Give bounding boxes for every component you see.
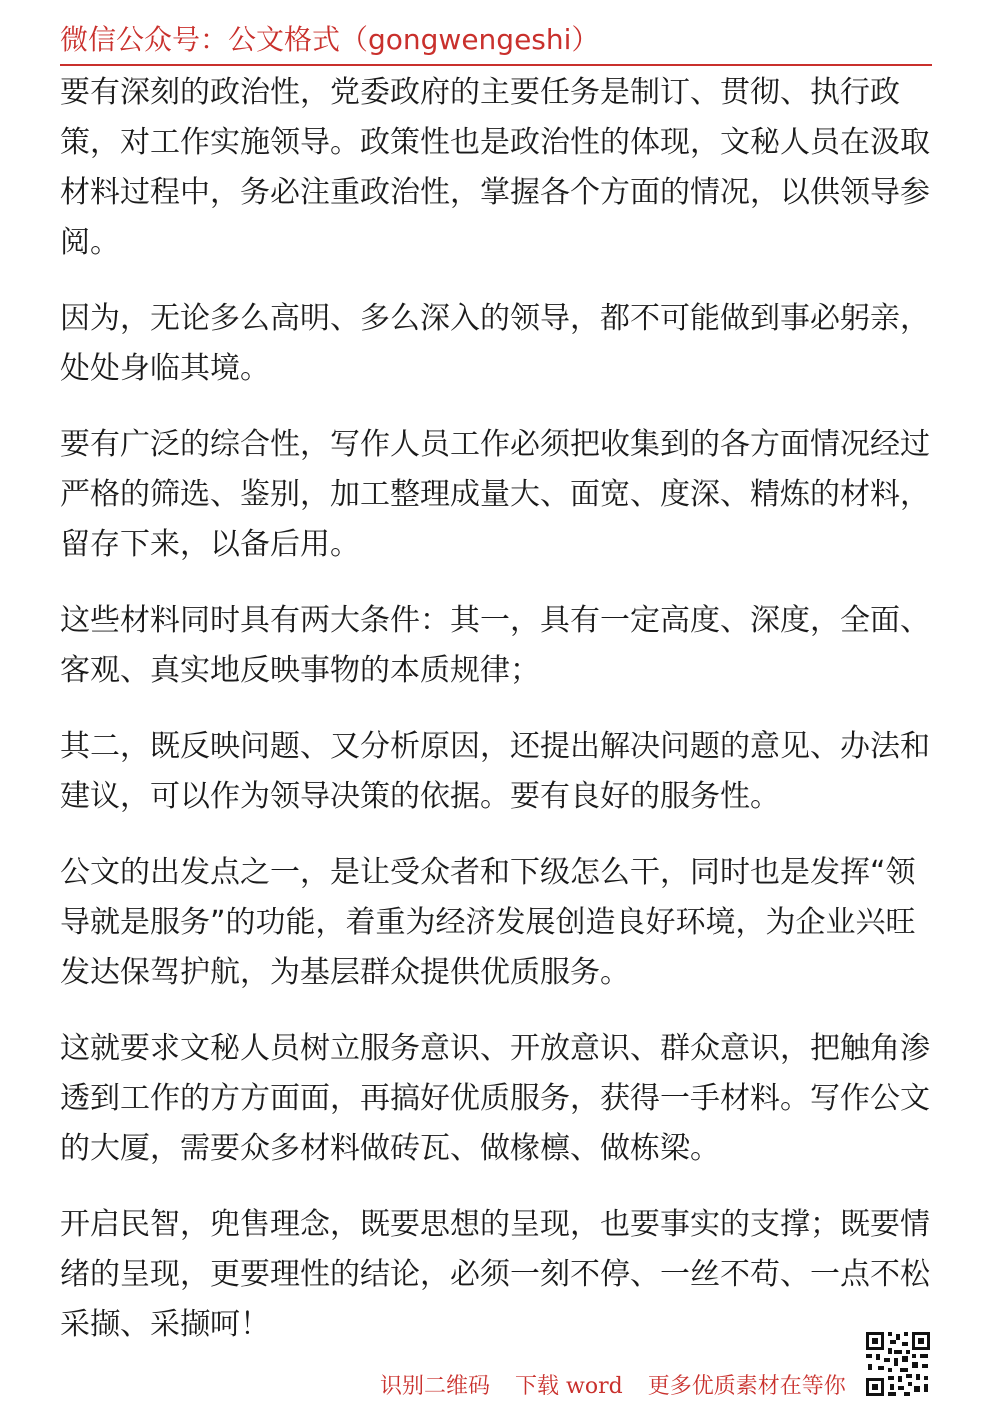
paragraph-4: 这些材料同时具有两大条件：其一，具有一定高度、深度，全面、客观、真实地反映事物的本质规律；: [60, 603, 930, 688]
paragraph-7: 这就要求文秘人员树立服务意识、开放意识、群众意识，把触角渗透到工作的方方面面，再搞好优质服务，获得一手材料。写作公文的大厦，需要众多材料做砖瓦、做椽檩、做栋梁。: [60, 1031, 930, 1166]
scan-qr-label: 识别二维码: [380, 1374, 491, 1399]
article-body: [60, 68, 940, 1376]
paragraph-2: 因为，无论多么高明、多么深入的领导，都不可能做到事必躬亲，处处身临其境。: [60, 301, 930, 386]
more-materials-label: 更多优质素材在等你: [647, 1374, 846, 1399]
paragraph-1: 要有深刻的政治性，党委政府的主要任务是制订、贯彻、执行政策，对工作实施领导。政策性也是政治性的体现，文秘人员在汲取材料过程中，务必注重政治性，掌握各个方面的情况，以供领导参阅。: [60, 75, 930, 260]
footer-promo: [380, 1374, 864, 1400]
qr-code-icon[interactable]: [864, 1330, 932, 1398]
paragraph-5: 其二，既反映问题、又分析原因，还提出解决问题的意见、办法和建议，可以作为领导决策的依据。要有良好的服务性。: [60, 729, 930, 814]
account-title: 微信公众号：公文格式（gongwengeshi）: [60, 23, 600, 56]
page-header: [60, 20, 932, 66]
download-word-label: 下载 word: [515, 1374, 623, 1399]
paragraph-6: 公文的出发点之一，是让受众者和下级怎么干，同时也是发挥“领导就是服务”的功能，着重为经济发展创造良好环境，为企业兴旺发达保驾护航，为基层群众提供优质服务。: [60, 855, 916, 990]
paragraph-8: 开启民智，兜售理念，既要思想的呈现，也要事实的支撑；既要情绪的呈现，更要理性的结论，必须一刻不停、一丝不苟、一点不松采撷、采撷呵！: [60, 1207, 930, 1342]
paragraph-3: 要有广泛的综合性，写作人员工作必须把收集到的各方面情况经过严格的筛选、鉴别，加工整理成量大、面宽、度深、精炼的材料，留存下来，以备后用。: [60, 427, 930, 562]
